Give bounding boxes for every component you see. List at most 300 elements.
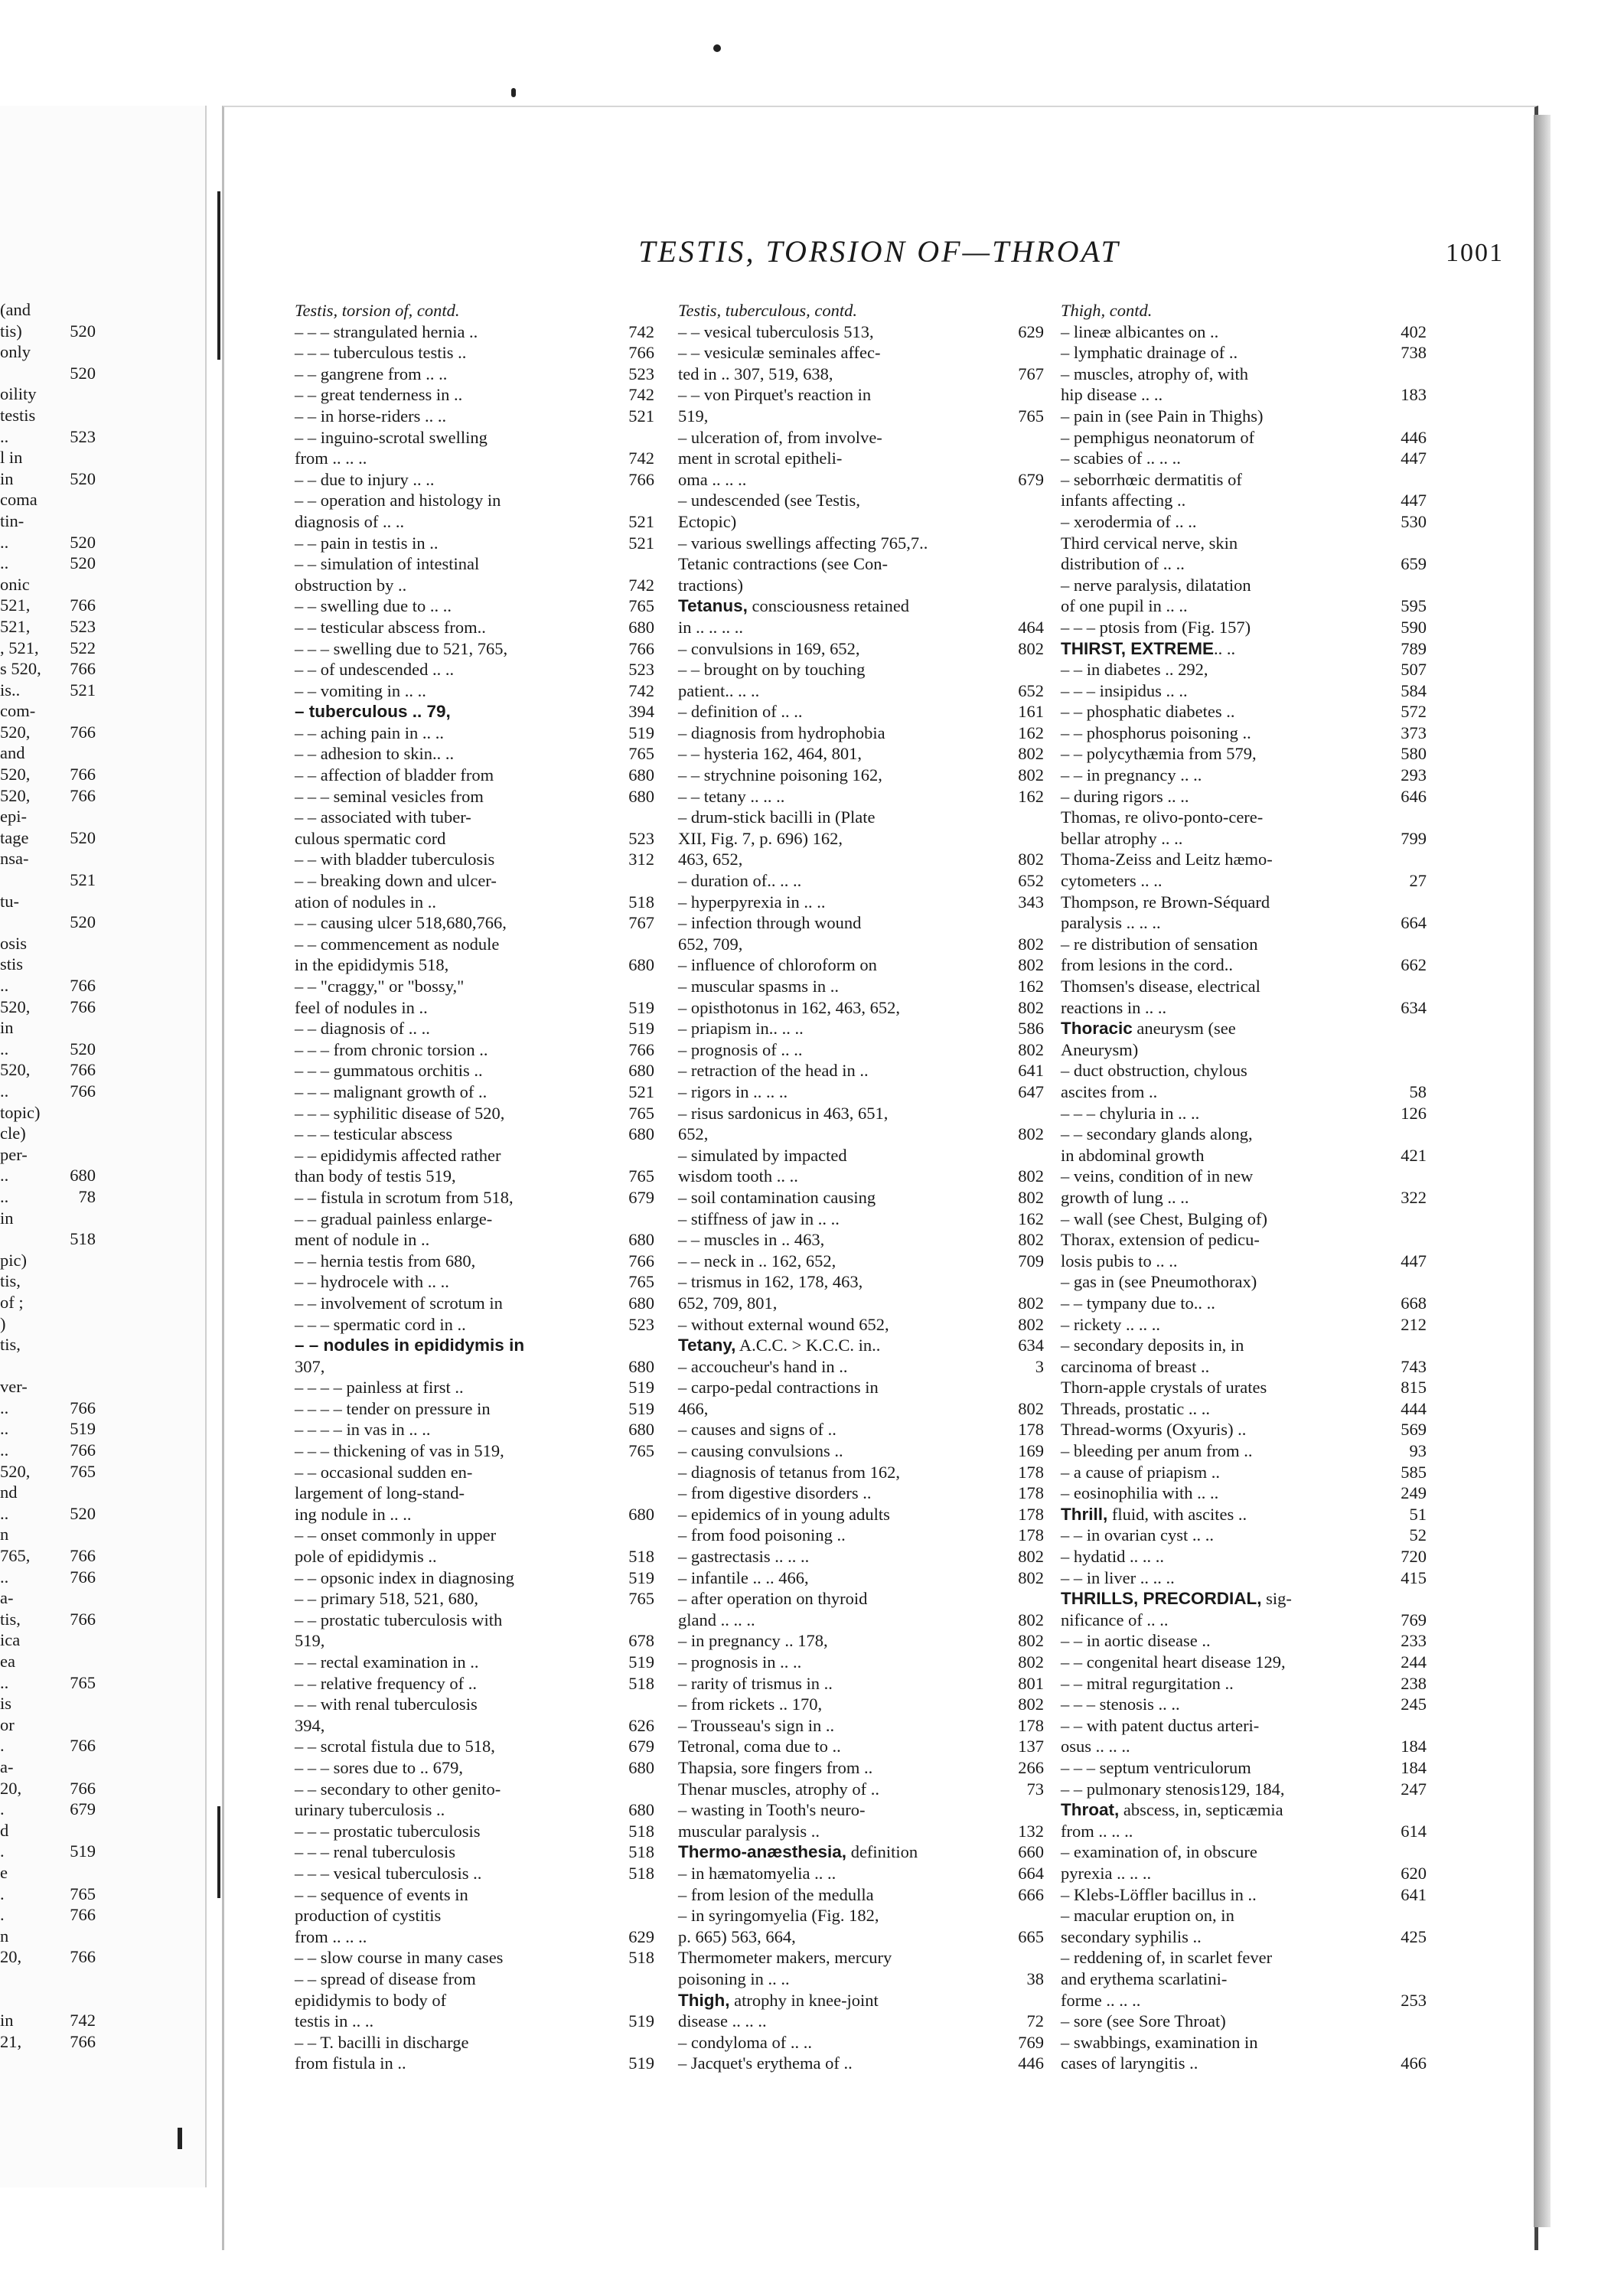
- binding-mark: [217, 1806, 220, 1898]
- entry-text: 521,: [0, 595, 31, 615]
- index-entry: [678, 1103, 1044, 1124]
- entry-text: – – vomiting in .. ..: [295, 680, 426, 700]
- index-entry: [678, 743, 1044, 765]
- index-entry: [1061, 1630, 1427, 1652]
- entry-text: forme .. .. ..: [1061, 1990, 1141, 2010]
- index-entry: [678, 954, 1044, 976]
- index-entry: [0, 1208, 96, 1229]
- index-entry: [295, 1039, 654, 1061]
- entry-text: ..: [0, 553, 9, 573]
- page-ref: 584: [1401, 680, 1427, 700]
- index-entry: [0, 1398, 96, 1419]
- entry-text: – – – from chronic torsion ..: [295, 1039, 488, 1059]
- entry-headword: Thoracic: [1061, 1019, 1133, 1039]
- entry-text: – – vesiculæ seminales affec-: [678, 343, 881, 363]
- page-ref: 178: [1018, 1420, 1044, 1440]
- index-entry: [0, 848, 96, 869]
- page-ref: 520: [70, 1039, 96, 1058]
- index-entry: [678, 1124, 1044, 1145]
- index-entry: [0, 1482, 96, 1503]
- index-entry: [295, 1715, 654, 1737]
- index-entry: [1061, 595, 1427, 617]
- page-ref: 402: [1401, 321, 1427, 341]
- entry-text: – – onset commonly in upper: [295, 1525, 497, 1545]
- entry-text: Tetanic contractions (see Con-: [678, 554, 888, 574]
- page-ref: 522: [70, 638, 96, 657]
- index-entry: [295, 553, 654, 575]
- continued-heading: [678, 300, 1044, 321]
- page-ref: 646: [1401, 786, 1427, 806]
- entry-text: 307,: [295, 1356, 325, 1376]
- entry-text: Tetanus, consciousness retained: [678, 596, 910, 616]
- page-ref: 78: [78, 1186, 96, 1206]
- entry-text: ..: [0, 1186, 9, 1206]
- index-entry: [678, 511, 1044, 533]
- entry-text: – ulceration of, from involve-: [678, 427, 882, 447]
- index-entry: [678, 1905, 1044, 1926]
- index-entry: [1061, 1694, 1427, 1715]
- index-entry: [1061, 1314, 1427, 1336]
- index-entry: [0, 510, 96, 532]
- page-ref: 521: [628, 1081, 654, 1101]
- entry-text: 520,: [0, 1461, 31, 1481]
- page-ref: 425: [1401, 1926, 1427, 1946]
- page-ref: 247: [1401, 1779, 1427, 1799]
- page-ref: 742: [628, 321, 654, 341]
- entry-text: oma .. .. ..: [678, 469, 747, 489]
- page-ref: 523: [70, 426, 96, 446]
- entry-text: of one pupil in .. ..: [1061, 596, 1188, 616]
- entry-text: 21,: [0, 2031, 22, 2051]
- continued-heading: [295, 300, 654, 321]
- entry-text: ..: [0, 1567, 9, 1587]
- index-entry: [295, 828, 654, 850]
- page-ref: 680: [628, 955, 654, 975]
- entry-text: in .. .. .. ..: [678, 617, 744, 637]
- index-entry: [295, 638, 654, 660]
- index-entry: [0, 1081, 96, 1102]
- entry-text: .: [0, 1841, 5, 1861]
- page-ref: 178: [1018, 1462, 1044, 1482]
- index-entry: [0, 891, 96, 912]
- entry-text: – infantile .. .. 466,: [678, 1567, 809, 1587]
- entry-text: .: [0, 1905, 5, 1925]
- entry-text: ..: [0, 976, 9, 995]
- entry-text: – – breaking down and ulcer-: [295, 871, 497, 891]
- index-entry: [0, 1059, 96, 1081]
- index-entry: [1061, 701, 1427, 722]
- entry-text: l in: [0, 448, 23, 468]
- index-entry: [295, 976, 654, 997]
- page-ref: 766: [70, 659, 96, 679]
- index-entry: [1061, 849, 1427, 870]
- index-entry: [1061, 934, 1427, 955]
- index-entry: [1061, 1356, 1427, 1378]
- index-entry: [678, 1546, 1044, 1567]
- page-ref: 518: [70, 1229, 96, 1249]
- index-entry: [0, 1524, 96, 1545]
- entry-text: growth of lung .. ..: [1061, 1187, 1189, 1207]
- page-ref: 249: [1401, 1483, 1427, 1503]
- index-entry: [1061, 765, 1427, 786]
- index-entry: [0, 1144, 96, 1166]
- entry-text: tractions): [678, 575, 743, 595]
- entry-text: nificance of .. ..: [1061, 1610, 1169, 1629]
- index-entry: [295, 1736, 654, 1757]
- page-ref: 421: [1401, 1145, 1427, 1165]
- entry-text: – Trousseau's sign in ..: [678, 1715, 835, 1735]
- index-entry: [678, 342, 1044, 364]
- page-ref: 766: [70, 765, 96, 784]
- page-ref: 523: [628, 1314, 654, 1334]
- page-ref: 765: [628, 1441, 654, 1461]
- entry-text: – – neck in .. 162, 652,: [678, 1251, 836, 1270]
- page-ref: 245: [1401, 1695, 1427, 1714]
- entry-text: – – mitral regurgitation ..: [1061, 1673, 1234, 1693]
- index-entry: [295, 1504, 654, 1525]
- entry-text: reactions in .. ..: [1061, 997, 1167, 1017]
- index-entry: [1061, 1208, 1427, 1230]
- index-page: [222, 106, 1538, 2250]
- page-ref: 766: [70, 1060, 96, 1080]
- index-entry: [0, 827, 96, 849]
- entry-text: – definition of .. ..: [678, 702, 803, 722]
- index-entry: [1061, 1398, 1427, 1420]
- entry-text: – epidemics of in young adults: [678, 1504, 890, 1524]
- entry-text: – – – tuberculous testis ..: [295, 343, 467, 363]
- page-ref: 595: [1401, 596, 1427, 616]
- index-entry: [1061, 1440, 1427, 1462]
- running-head: TESTIS, TORSION OF—THROAT: [638, 234, 1120, 269]
- page-ref: 184: [1401, 1757, 1427, 1777]
- entry-text: – – testicular abscess from..: [295, 617, 486, 637]
- index-entry: [295, 1166, 654, 1187]
- entry-text: – – sequence of events in: [295, 1884, 468, 1904]
- index-entry: [295, 934, 654, 955]
- index-entry: [0, 1102, 96, 1124]
- page-ref: 815: [1401, 1378, 1427, 1398]
- index-entry: [1061, 1990, 1427, 2011]
- index-entry: [295, 1884, 654, 1906]
- index-entry: [678, 1314, 1044, 1336]
- entry-text: carcinoma of breast ..: [1061, 1356, 1210, 1376]
- entry-text: epididymis to body of: [295, 1990, 447, 2010]
- page-ref: 652: [1018, 680, 1044, 700]
- entry-text: from .. .. ..: [1061, 1821, 1133, 1841]
- entry-text: – – – strangulated hernia ..: [295, 321, 478, 341]
- page-ref: 743: [1401, 1356, 1427, 1376]
- index-entry: [0, 1672, 96, 1694]
- entry-text: testis in .. ..: [295, 2011, 374, 2031]
- index-entry: [0, 700, 96, 722]
- page-ref: 765: [628, 1272, 654, 1292]
- page-ref: 521: [70, 870, 96, 890]
- index-entry: [1061, 1588, 1427, 1610]
- index-entry: [295, 1335, 654, 1356]
- page-ref: 293: [1401, 765, 1427, 785]
- index-entry: [678, 1947, 1044, 1968]
- index-entry: [0, 785, 96, 807]
- page-ref: 802: [1018, 1039, 1044, 1059]
- entry-text: – macular eruption on, in: [1061, 1906, 1234, 1926]
- entry-text: epi-: [0, 807, 27, 827]
- page-ref: 680: [628, 765, 654, 785]
- index-entry: [0, 1968, 96, 1989]
- entry-text: .: [0, 1884, 5, 1903]
- entry-text: 652, 709,: [678, 934, 743, 954]
- entry-text: – carpo-pedal contractions in: [678, 1378, 879, 1398]
- index-entry: [295, 1694, 654, 1715]
- entry-text: – – associated with tuber-: [295, 807, 471, 827]
- entry-text: – rarity of trismus in ..: [678, 1673, 833, 1693]
- index-entry: [295, 1799, 654, 1821]
- index-entry: [295, 2053, 654, 2074]
- index-entry: [1061, 1652, 1427, 1673]
- page-ref: 626: [628, 1715, 654, 1735]
- entry-text: paralysis .. .. ..: [1061, 913, 1161, 933]
- page-ref: 679: [628, 1737, 654, 1756]
- index-entry: [678, 892, 1044, 913]
- index-entry: [1061, 1018, 1427, 1039]
- entry-text: – gas in (see Pneumothorax): [1061, 1272, 1257, 1292]
- index-entry: [678, 469, 1044, 491]
- entry-headword: Throat,: [1061, 1800, 1120, 1820]
- entry-headword: THRILLS, PRECORDIAL,: [1061, 1589, 1262, 1609]
- page-ref: 521: [628, 406, 654, 426]
- entry-text: and: [0, 743, 25, 763]
- page-ref: 38: [1026, 1968, 1044, 1988]
- index-entry: [0, 722, 96, 743]
- entry-text: – accoucheur's hand in ..: [678, 1356, 848, 1376]
- page-ref: 322: [1401, 1187, 1427, 1207]
- entry-text: – – – vesical tuberculosis ..: [295, 1863, 482, 1883]
- entry-text: ..: [0, 1419, 9, 1439]
- index-entry: [295, 807, 654, 828]
- index-entry: [0, 1165, 96, 1186]
- entry-text: XII, Fig. 7, p. 696) 162,: [678, 828, 843, 848]
- page-ref: 680: [628, 1124, 654, 1144]
- index-entry: [1061, 1377, 1427, 1398]
- page-ref: 766: [70, 976, 96, 995]
- scan-speck: [511, 88, 516, 97]
- index-entry: [1061, 1673, 1427, 1695]
- entry-text: Thorn-apple crystals of urates: [1061, 1378, 1267, 1398]
- page-ref: 446: [1401, 427, 1427, 447]
- entry-text: 521,: [0, 616, 31, 636]
- index-entry: [1061, 1251, 1427, 1272]
- index-entry: [1061, 892, 1427, 913]
- index-entry: [1061, 490, 1427, 511]
- index-entry: [678, 1610, 1044, 1631]
- page-ref: 518: [628, 1842, 654, 1862]
- index-entry: [1061, 1335, 1427, 1356]
- index-entry: [1061, 553, 1427, 575]
- entry-text: ..: [0, 1039, 9, 1058]
- index-entry: [1061, 1462, 1427, 1483]
- index-entry: [1061, 1905, 1427, 1926]
- index-entry: [295, 1905, 654, 1926]
- entry-text: – lineæ albicantes on ..: [1061, 321, 1219, 341]
- index-entry: [678, 2011, 1044, 2032]
- entry-text: – – von Pirquet's reaction in: [678, 385, 872, 405]
- index-entry: [0, 553, 96, 574]
- entry-text: nsa-: [0, 849, 29, 869]
- index-entry: [0, 363, 96, 384]
- entry-text: – hyperpyrexia in .. ..: [678, 892, 826, 912]
- index-entry: [295, 1187, 654, 1208]
- entry-text: a-: [0, 1588, 14, 1608]
- index-entry: [295, 1588, 654, 1610]
- page-ref: 93: [1409, 1441, 1427, 1461]
- index-entry: [295, 743, 654, 765]
- entry-text: tu-: [0, 891, 19, 911]
- index-entry: [295, 533, 654, 554]
- entry-text: – – – – in vas in .. ..: [295, 1420, 431, 1440]
- index-entry: [295, 786, 654, 807]
- page-ref: 680: [628, 1504, 654, 1524]
- entry-text: – during rigors .. ..: [1061, 786, 1189, 806]
- entry-text: – – nodules in epididymis in: [295, 1336, 525, 1355]
- index-entry: [0, 595, 96, 616]
- index-entry: [0, 616, 96, 638]
- index-entry: [0, 680, 96, 701]
- entry-text: – – brought on by touching: [678, 660, 866, 680]
- index-entry: [678, 384, 1044, 406]
- page-ref: 178: [1018, 1525, 1044, 1545]
- index-entry: [295, 1462, 654, 1483]
- entry-text: – – epididymis affected rather: [295, 1145, 501, 1165]
- entry-text: – convulsions in 169, 652,: [678, 638, 860, 658]
- index-entry: [678, 765, 1044, 786]
- index-entry: [678, 1694, 1044, 1715]
- entry-text: obstruction by ..: [295, 575, 407, 595]
- page-ref: 680: [628, 1293, 654, 1313]
- index-entry: [1061, 680, 1427, 702]
- index-entry: [295, 1419, 654, 1440]
- entry-text: (and: [0, 300, 31, 319]
- entry-text: – – relative frequency of ..: [295, 1673, 478, 1693]
- entry-text: – without external wound 652,: [678, 1314, 889, 1334]
- entry-text: 20,: [0, 1947, 22, 1967]
- index-entry: [0, 658, 96, 680]
- entry-text: is..: [0, 680, 21, 700]
- entry-text: s 520,: [0, 659, 41, 679]
- entry-text: THIRST, EXTREME.. ..: [1061, 638, 1236, 658]
- page-ref: 789: [1401, 638, 1427, 658]
- page-ref: 802: [1018, 1610, 1044, 1629]
- page-ref: 665: [1018, 1926, 1044, 1946]
- entry-text: – – in pregnancy .. ..: [1061, 765, 1202, 785]
- index-entry: [295, 1652, 654, 1673]
- entry-text: – – secondary glands along,: [1061, 1124, 1253, 1144]
- page-ref: 519: [70, 1419, 96, 1439]
- page-ref: 742: [628, 448, 654, 468]
- page-ref: 212: [1401, 1314, 1427, 1334]
- entry-text: – causes and signs of ..: [678, 1420, 836, 1440]
- page-ref: 519: [628, 2011, 654, 2031]
- page-ref: 766: [70, 1905, 96, 1925]
- entry-text: – muscular spasms in ..: [678, 977, 839, 996]
- index-entry: [295, 1673, 654, 1695]
- page-ref: 523: [628, 660, 654, 680]
- index-entry: [0, 1418, 96, 1440]
- entry-text: 520,: [0, 1060, 31, 1080]
- entry-text: – – spread of disease from: [295, 1968, 476, 1988]
- entry-text: – Jacquet's erythema of ..: [678, 2053, 853, 2073]
- page-ref: 184: [1401, 1737, 1427, 1756]
- entry-text: – prognosis in .. ..: [678, 1652, 802, 1672]
- index-entry: [295, 1482, 654, 1504]
- page-ref: 802: [1018, 1293, 1044, 1313]
- index-entry: [678, 1567, 1044, 1589]
- index-entry: [0, 1609, 96, 1630]
- index-entry: [678, 1630, 1044, 1652]
- entry-text: – – – malignant growth of ..: [295, 1081, 488, 1101]
- index-entry: [678, 1251, 1044, 1272]
- entry-text: tage: [0, 827, 29, 847]
- index-entry: [1061, 1715, 1427, 1737]
- index-entry: [0, 933, 96, 954]
- index-entry: [1061, 1968, 1427, 1990]
- entry-headword: Tetanus,: [678, 596, 748, 616]
- index-entry: [0, 1693, 96, 1714]
- entry-text: 520,: [0, 765, 31, 784]
- index-entry: [295, 701, 654, 722]
- entry-text: THRILLS, PRECORDIAL, sig-: [1061, 1589, 1292, 1609]
- page-ref: 519: [628, 1567, 654, 1587]
- index-entry: [678, 1293, 1044, 1314]
- entry-text: – – – – tender on pressure in: [295, 1398, 491, 1418]
- index-entry: [0, 468, 96, 490]
- page-ref: 742: [628, 680, 654, 700]
- page-ref: 629: [1018, 321, 1044, 341]
- index-entry: [678, 1462, 1044, 1483]
- entry-text: – seborrhœic dermatitis of: [1061, 469, 1242, 489]
- entry-text: – from lesion of the medulla: [678, 1884, 874, 1904]
- entry-text: – in pregnancy .. 178,: [678, 1631, 828, 1651]
- page-ref: 447: [1401, 1251, 1427, 1270]
- index-entry: [678, 1736, 1044, 1757]
- entry-text: – – T. bacilli in discharge: [295, 2032, 469, 2052]
- entry-text: – – affection of bladder from: [295, 765, 494, 785]
- entry-text: ..: [0, 426, 9, 446]
- page-ref: 183: [1401, 385, 1427, 405]
- entry-text: – – hernia testis from 680,: [295, 1251, 476, 1270]
- index-entry: [678, 1715, 1044, 1737]
- page-ref: 680: [628, 1757, 654, 1777]
- index-entry: [295, 1356, 654, 1378]
- entry-text: ..: [0, 1672, 9, 1692]
- index-entry: [0, 912, 96, 933]
- index-entry: [678, 1968, 1044, 1990]
- entry-text: osus .. .. ..: [1061, 1737, 1130, 1756]
- index-entry: [295, 1757, 654, 1779]
- entry-text: Thermometer makers, mercury: [678, 1948, 892, 1968]
- entry-text: oility: [0, 384, 37, 404]
- entry-text: – – inguino-scrotal swelling: [295, 427, 488, 447]
- entry-text: 519,: [295, 1631, 325, 1651]
- entry-text: ted in .. 307, 519, 638,: [678, 364, 833, 383]
- entry-text: disease .. .. ..: [678, 2011, 767, 2031]
- entry-text: gland .. .. ..: [678, 1610, 755, 1629]
- entry-text: – scabies of .. .. ..: [1061, 448, 1181, 468]
- index-entry: [678, 1504, 1044, 1525]
- entry-text: hip disease .. ..: [1061, 385, 1163, 405]
- index-entry: [295, 1229, 654, 1251]
- index-entry: [678, 1335, 1044, 1356]
- entry-text: poisoning in .. ..: [678, 1968, 790, 1988]
- entry-text: – – – chyluria in .. ..: [1061, 1103, 1200, 1123]
